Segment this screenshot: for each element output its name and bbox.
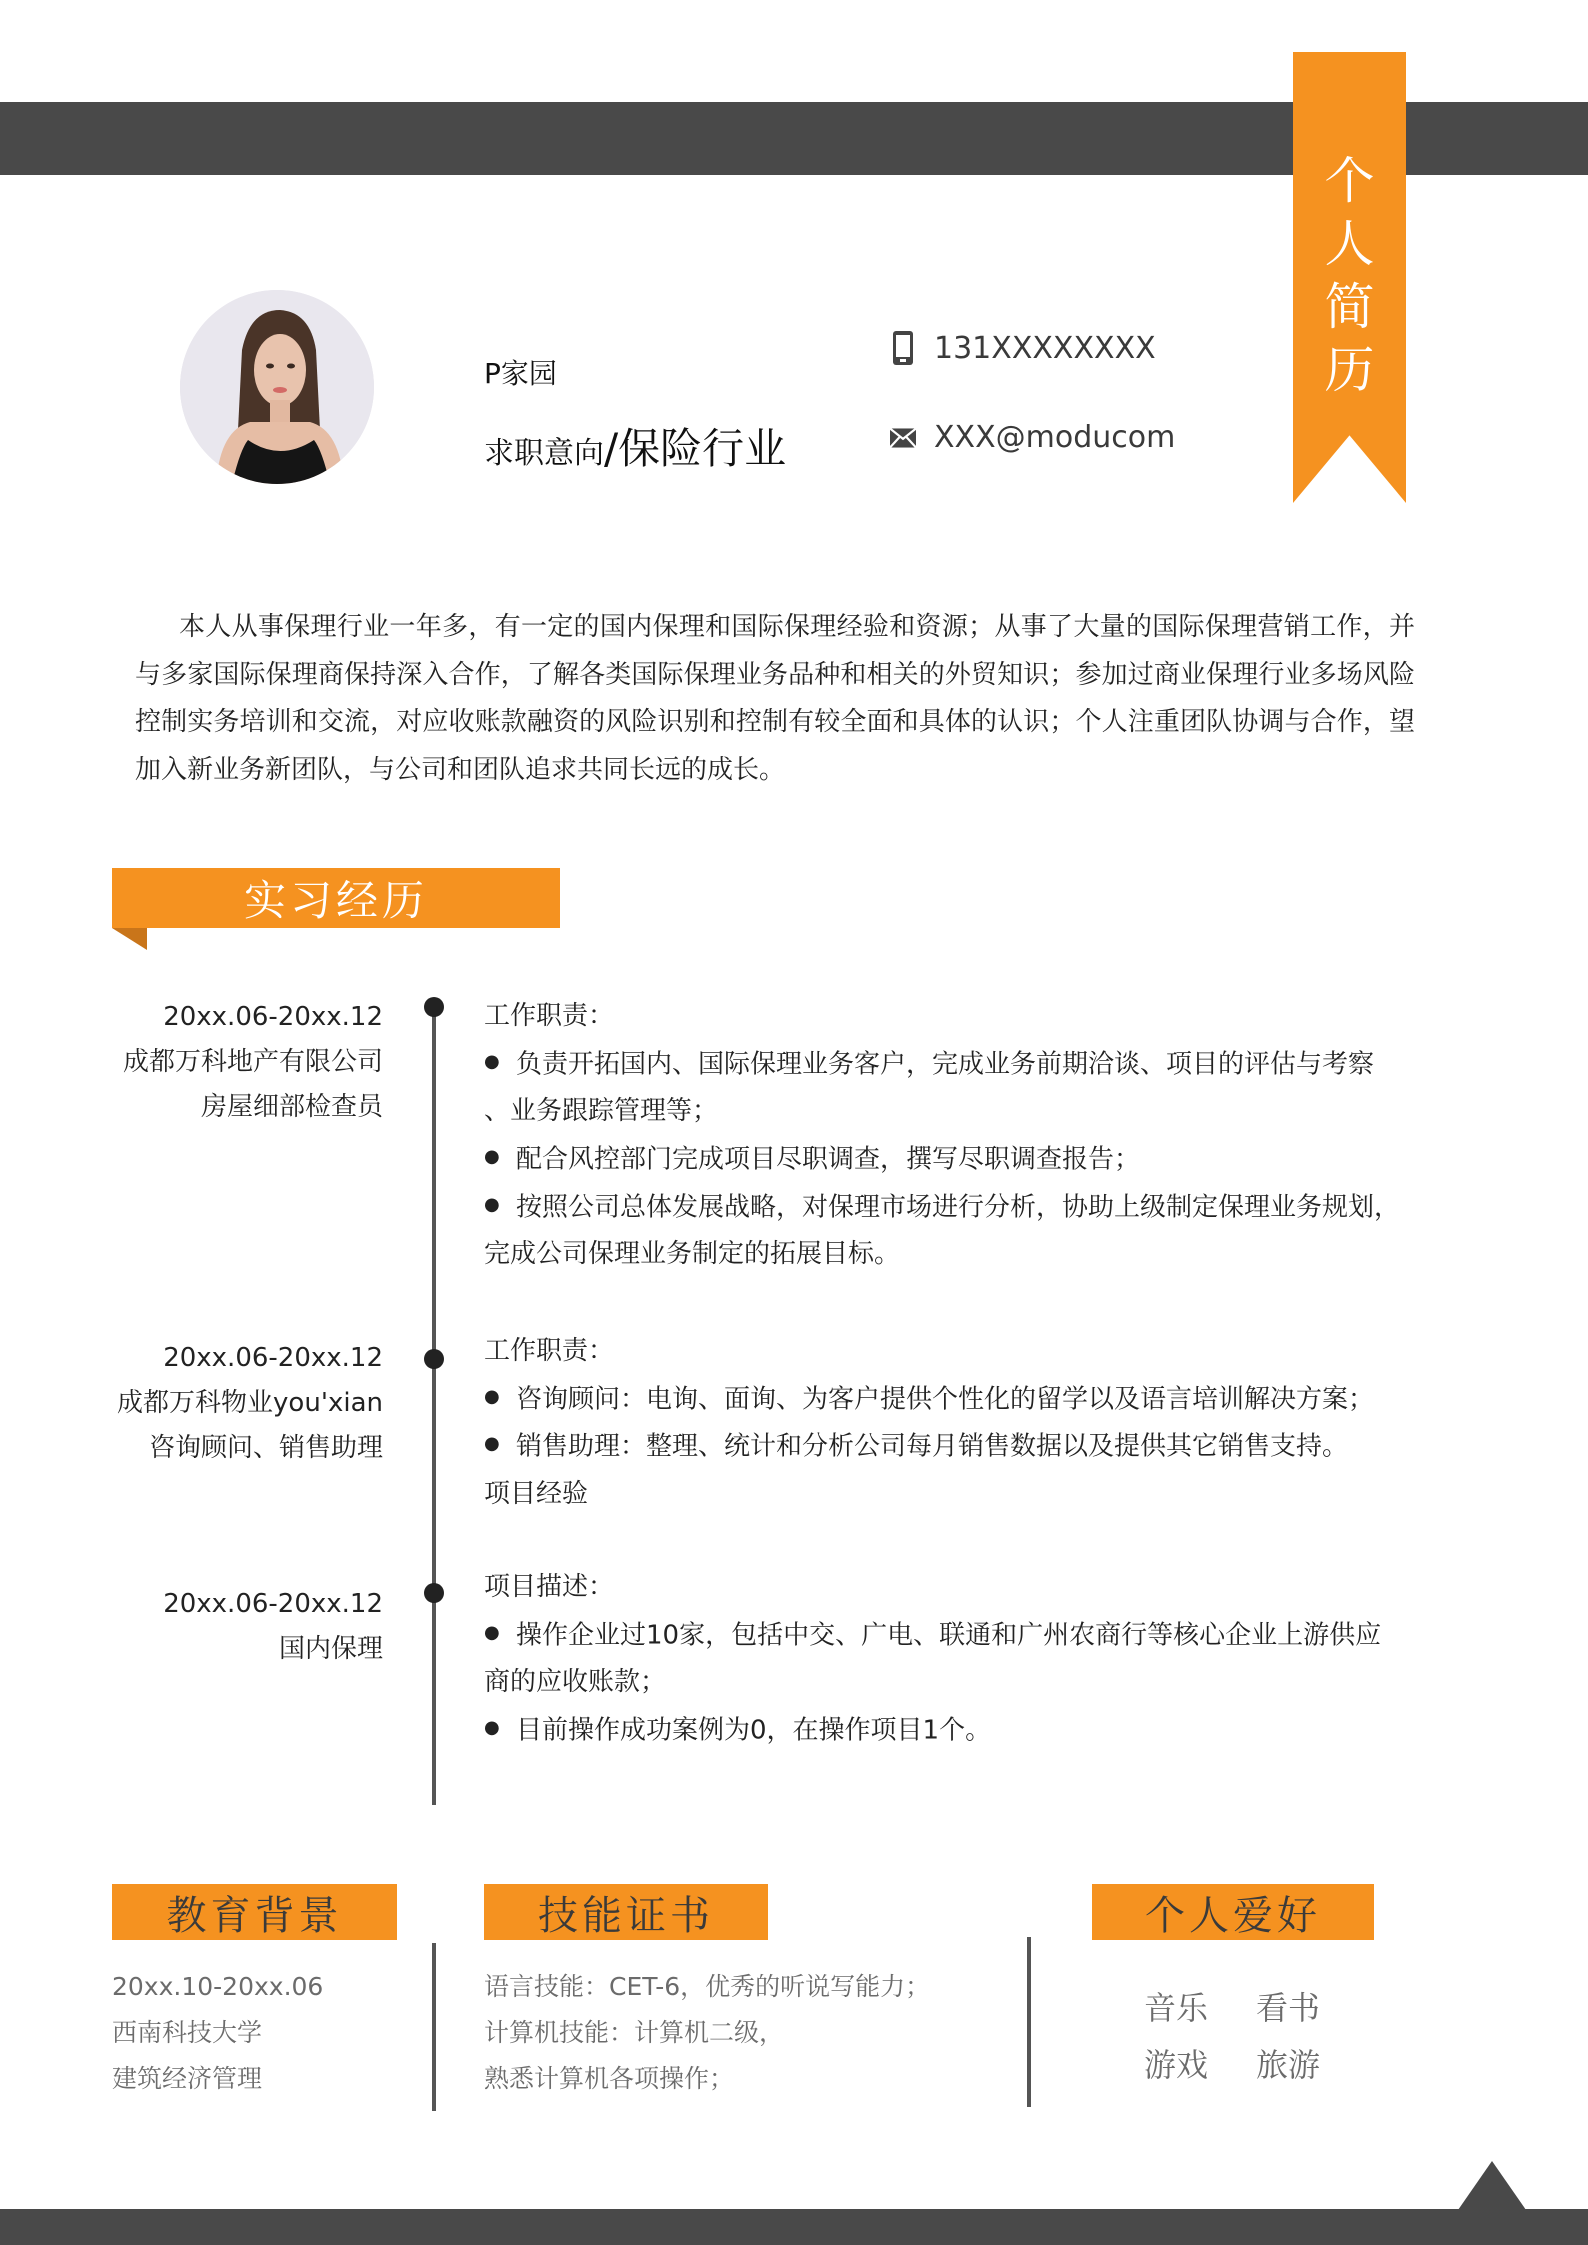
phone-row: [890, 330, 1156, 366]
resume-ribbon-title: [1293, 150, 1406, 402]
entry-bullet: ● 操作企业过10家，包括中交、广电、联通和广州农商行等核心企业上游供应: [484, 1612, 1414, 1660]
envelope-icon: [890, 427, 916, 449]
section-title-hobbies: [1092, 1884, 1374, 1940]
section-title-text: 实习经历: [243, 876, 428, 925]
banner-fold: [112, 928, 147, 950]
timeline-dot: [424, 997, 444, 1017]
hobby-item: 游戏: [1144, 2046, 1209, 2084]
entry-date: 20xx.06-20xx.12: [163, 1343, 383, 1373]
summary-text: 本人从事保理行业一年多，有一定的国内保理和国际保理经验和资源；从事了大量的国际保理营销工作，并与多家国际保理商保持深入合作，了解各类国际保理业务品种和相关的外贸知识；参加过商业保理行业多场风险控制实务培训和交流，对应收账款融资的风险识别和控制有较全面和具体的认识；个人注重团队协调与合作，望加入新业务新团队，与公司和团队追求共同长远的成长。: [135, 612, 1415, 785]
column-divider: [432, 1943, 436, 2111]
avatar: [180, 290, 374, 484]
section-title-text: 教育背景: [166, 1892, 343, 1939]
skill-item: 熟悉计算机各项操作；: [484, 2064, 735, 2093]
entry-heading: 工作职责：: [484, 1336, 615, 1366]
job-intent-label: 求职意向: [484, 436, 604, 471]
skills-list: [484, 1964, 930, 2102]
hobbies-row: [1144, 2037, 1368, 2094]
entry-date: 20xx.06-20xx.12: [163, 1002, 383, 1032]
entry-heading: 工作职责：: [484, 1001, 615, 1031]
entry-bullet: ● 按照公司总体发展战略，对保理市场进行分析，协助上级制定保理业务规划，: [484, 1184, 1414, 1232]
section-title-internship: [112, 868, 560, 928]
email-row: [890, 420, 1175, 455]
entry-bullet: ● 目前操作成功案例为0，在操作项目1个。: [484, 1707, 1414, 1755]
experience-entry-3-details: [484, 1564, 1414, 1755]
education-period: 20xx.10-20xx.06: [112, 1972, 324, 2001]
entry-heading: 项目描述：: [484, 1572, 615, 1602]
education-school: 西南科技大学: [112, 2018, 263, 2047]
footer-bar: [0, 2209, 1588, 2245]
footer-triangle: [1458, 2161, 1526, 2210]
timeline-dot: [424, 1583, 444, 1603]
email-address[interactable]: XXX@moducom: [934, 420, 1176, 455]
entry-organization: 国内保理: [278, 1634, 383, 1664]
entry-date: 20xx.06-20xx.12: [163, 1589, 383, 1619]
portrait-photo-icon: [180, 290, 374, 484]
entry-organization: 成都万科地产有限公司: [122, 1047, 383, 1077]
job-intent-value: /保险行业: [604, 424, 787, 473]
entry-bullet: ● 配合风控部门完成项目尽职调查，撰写尽职调查报告；: [484, 1136, 1414, 1184]
experience-entry-3-meta: [83, 1582, 383, 1672]
entry-bullet: ● 负责开拓国内、国际保理业务客户，完成业务前期洽谈、项目的评估与考察: [484, 1041, 1414, 1089]
ribbon-char: 人: [1324, 215, 1375, 273]
education-list: [112, 1964, 323, 2102]
entry-bullet-continuation: 完成公司保理业务制定的拓展目标。: [484, 1239, 901, 1270]
experience-entry-1-meta: [83, 995, 383, 1130]
ribbon-char: 简: [1324, 278, 1375, 336]
phone-number[interactable]: 131XXXXXXXX: [934, 330, 1156, 366]
section-title-skills: [484, 1884, 768, 1940]
education-major: 建筑经济管理: [112, 2064, 263, 2093]
experience-entry-2-details: [484, 1328, 1414, 1519]
entry-bullet: ● 咨询顾问：电询、面询、为客户提供个性化的留学以及语言培训解决方案；: [484, 1376, 1414, 1424]
entry-organization: 成都万科物业you'xian: [117, 1388, 383, 1418]
skill-item: 计算机技能：计算机二级，: [484, 2018, 785, 2047]
section-title-education: [112, 1884, 397, 1940]
hobby-item: 旅游: [1256, 2046, 1321, 2084]
hobby-item: 看书: [1256, 1989, 1321, 2027]
hobbies-row: [1144, 1980, 1368, 2037]
project-experience-label: 项目经验: [484, 1479, 589, 1509]
entry-role: 房屋细部检查员: [200, 1092, 383, 1122]
hobbies-list: [1144, 1980, 1368, 2094]
candidate-name: P家园: [484, 357, 557, 390]
timeline-line: [432, 1000, 436, 1805]
entry-bullet: ● 销售助理：整理、统计和分析公司每月销售数据以及提供其它销售支持。: [484, 1423, 1414, 1471]
column-divider: [1027, 1937, 1031, 2107]
timeline-dot: [424, 1349, 444, 1369]
phone-icon: [890, 330, 916, 366]
section-title-text: 个人爱好: [1145, 1892, 1321, 1939]
ribbon-char: 个: [1324, 152, 1375, 210]
hobby-item: 音乐: [1144, 1989, 1209, 2027]
entry-bullet-continuation: 商的应收账款；: [484, 1667, 667, 1698]
section-title-text: 技能证书: [538, 1892, 714, 1939]
experience-entry-1-details: [484, 993, 1414, 1279]
job-intent: [484, 416, 786, 476]
self-summary: [135, 604, 1415, 794]
ribbon-char: 历: [1324, 341, 1375, 399]
entry-bullet-continuation: 、业务跟踪管理等；: [484, 1096, 719, 1127]
skill-item: 语言技能：CET-6，优秀的听说写能力；: [484, 1972, 931, 2001]
entry-role: 咨询顾问、销售助理: [148, 1433, 383, 1463]
experience-entry-2-meta: [83, 1336, 383, 1471]
